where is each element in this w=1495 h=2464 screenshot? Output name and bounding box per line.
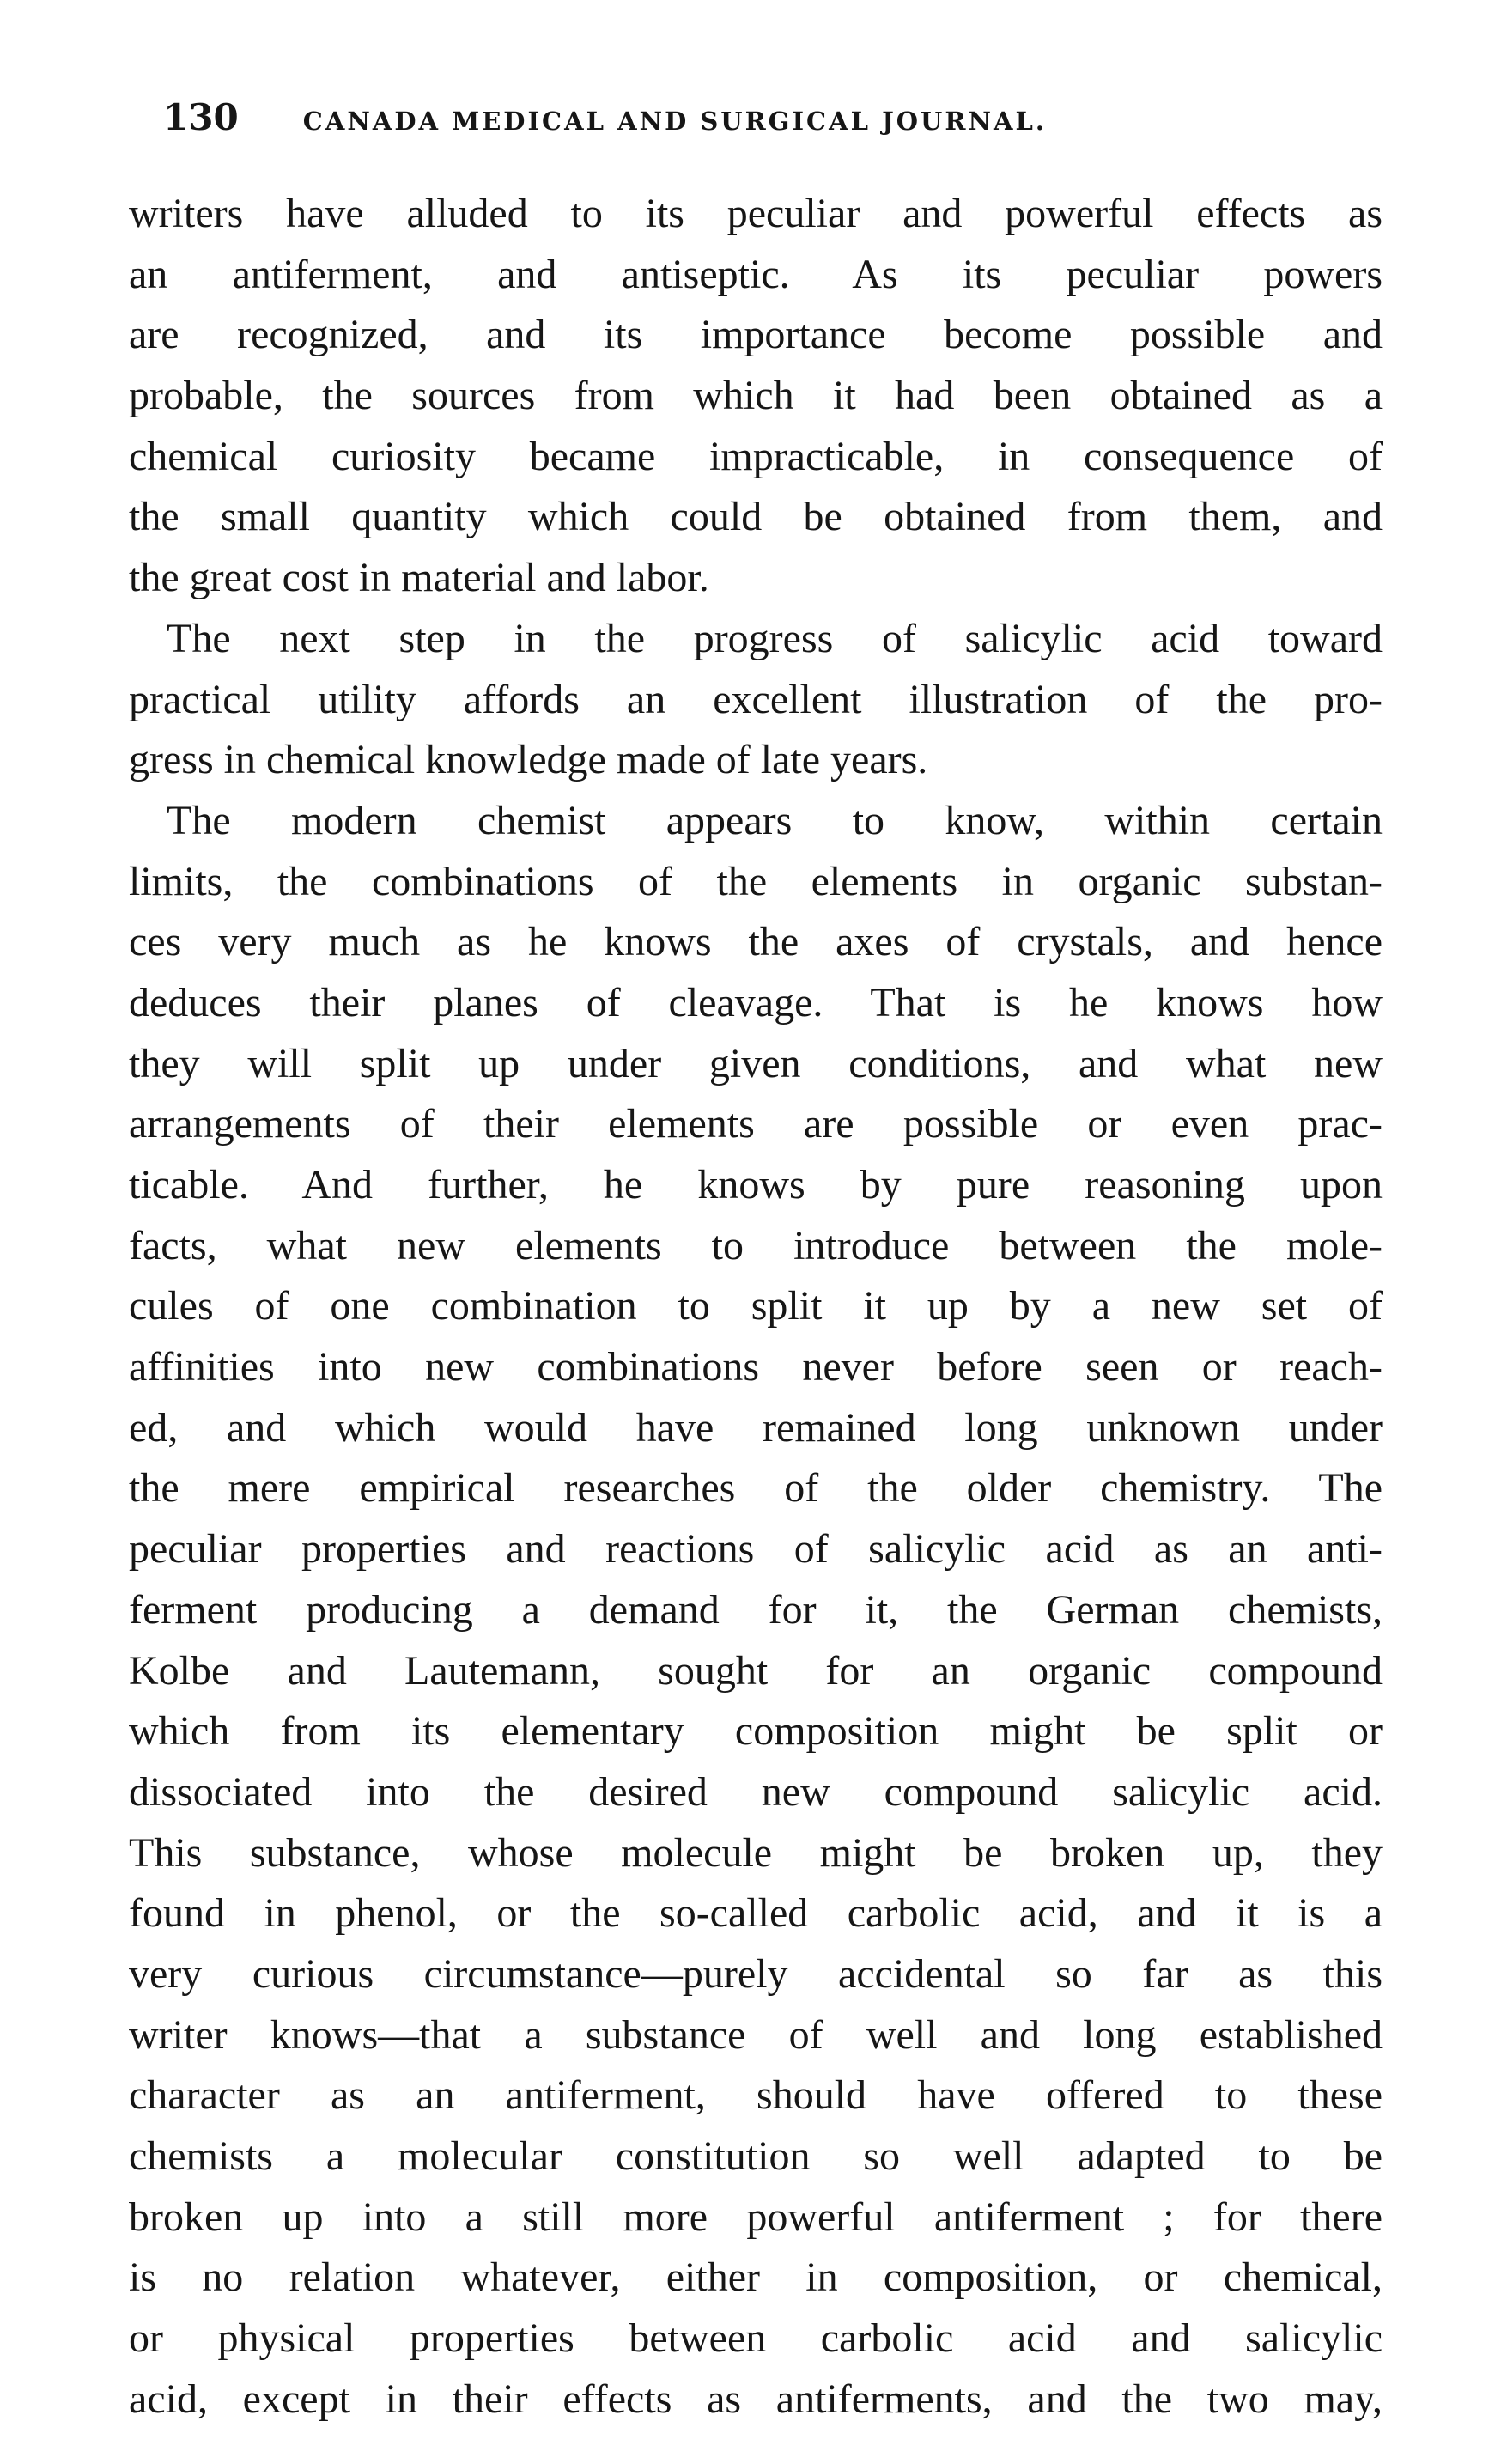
text-line: limits, the combinations of the elements in organic substan-: [129, 858, 1383, 904]
running-title: CANADA MEDICAL AND SURGICAL JOURNAL.: [302, 106, 1047, 136]
paragraph-start-line: The next step in the progress of salicylic acid toward: [167, 615, 1383, 661]
text-line: deduces their planes of cleavage. That is he knows how: [129, 979, 1383, 1025]
text-line: they will split up under given conditions, and what new: [129, 1040, 1383, 1086]
paragraph-end-line: gress in chemical knowledge made of late years.: [129, 737, 928, 783]
text-line: affinities into new combinations never before seen or reach-: [129, 1344, 1383, 1390]
text-line: writers have alluded to its peculiar and powerful effects as: [129, 191, 1383, 236]
text-line: or physical properties between carbolic acid and salicylic: [129, 2315, 1383, 2362]
text-line: the mere empirical researches of the older chemistry. The: [129, 1465, 1383, 1512]
text-line: ferment producing a demand for it, the German chemists,: [129, 1586, 1383, 1633]
text-line: probable, the sources from which it had been obtained as a: [129, 373, 1383, 419]
text-line: which from its elementary composition might be split or: [129, 1708, 1383, 1755]
paragraph-start-line: The modern chemist appears to know, within certain: [167, 797, 1383, 843]
text-line: chemical curiosity became impracticable, in consequence of: [129, 433, 1383, 479]
text-line: character as an antiferment, should have offered to these: [129, 2072, 1383, 2119]
text-line: cules of one combination to split it up by a new set of: [129, 1283, 1383, 1329]
text-line: practical utility affords an excellent illustration of the pro-: [129, 676, 1383, 722]
text-line: an antiferment, and antiseptic. As its peculiar powers: [129, 251, 1383, 297]
text-line: acid, except in their effects as antiferments, and the two may,: [129, 2376, 1383, 2422]
text-line: very curious circumstance—purely accidental so far as this: [129, 1950, 1383, 1997]
text-line: ed, and which would have remained long unknown under: [129, 1404, 1383, 1451]
text-line: This substance, whose molecule might be broken up, they: [129, 1829, 1383, 1876]
text-line: are recognized, and its importance become possible and: [129, 312, 1383, 358]
text-line: the small quantity which could be obtained from them, and: [129, 494, 1383, 540]
text-line: facts, what new elements to introduce between the mole-: [129, 1222, 1383, 1269]
text-line: found in phenol, or the so-called carbolic acid, and it is a: [129, 1890, 1383, 1937]
page-header: [163, 96, 1365, 148]
text-line: ticable. And further, he knows by pure reasoning upon: [129, 1162, 1383, 1208]
text-line: peculiar properties and reactions of salicylic acid as an anti-: [129, 1526, 1383, 1573]
text-line: chemists a molecular constitution so well adapted to be: [129, 2133, 1383, 2179]
text-line: Kolbe and Lautemann, sought for an organic compound: [129, 1647, 1383, 1694]
text-line: is no relation whatever, either in composition, or chemical,: [129, 2254, 1383, 2301]
body-text: [129, 184, 1383, 2430]
paragraph-end-line: the great cost in material and labor.: [129, 555, 709, 601]
page-number: 130: [163, 96, 239, 138]
text-line: arrangements of their elements are possible or even prac-: [129, 1101, 1383, 1147]
text-line: broken up into a still more powerful antiferment ; for there: [129, 2193, 1383, 2240]
text-line: ces very much as he knows the axes of crystals, and hence: [129, 919, 1383, 965]
text-line: writer knows—that a substance of well and long established: [129, 2011, 1383, 2058]
text-line: dissociated into the desired new compound salicylic acid.: [129, 1768, 1383, 1815]
